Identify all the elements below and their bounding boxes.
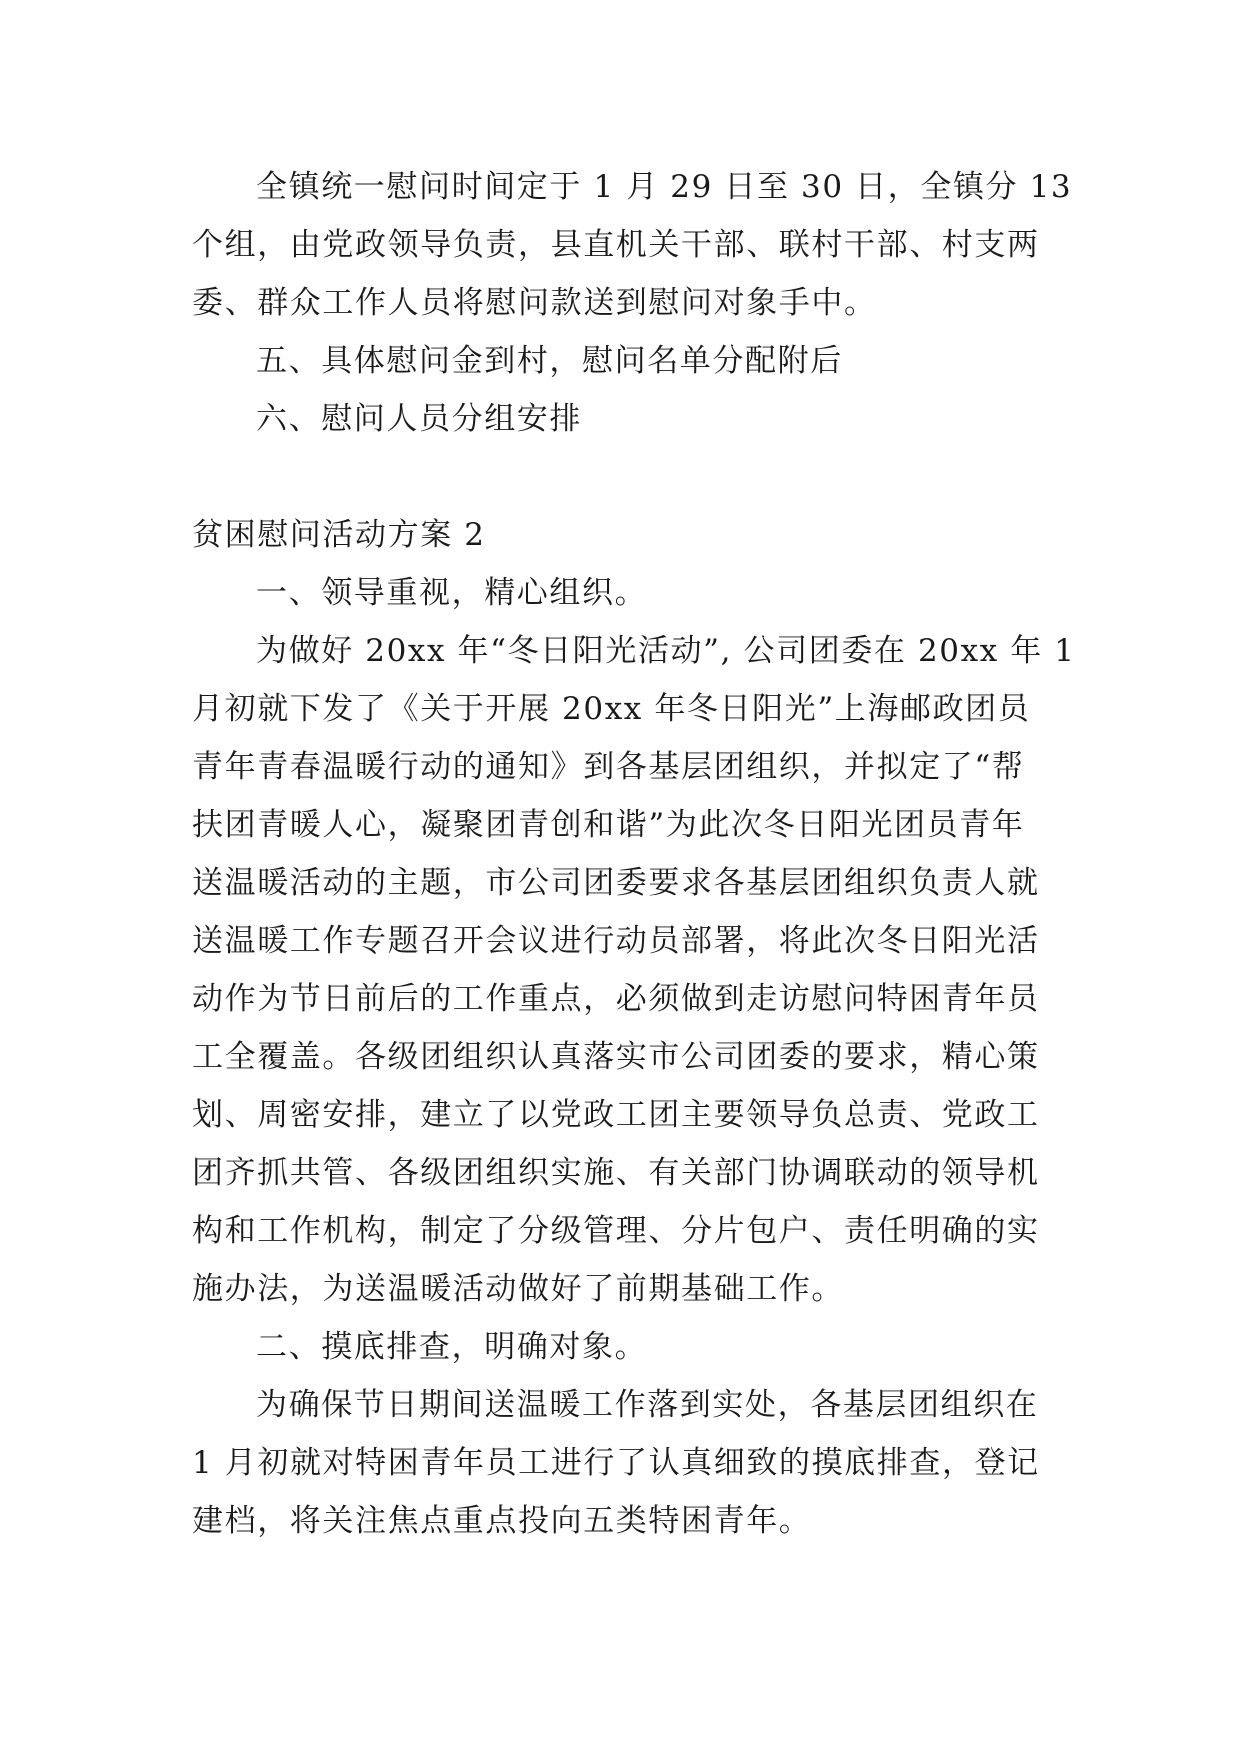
text-line: 工全覆盖。各级团组织认真落实市公司团委的要求，精心策 xyxy=(192,1039,1040,1075)
text-line: 扶团青暖人心，凝聚团青创和谐”为此次冬日阳光团员青年 xyxy=(192,807,1025,843)
subheading-1: 一、领导重视，精心组织。 xyxy=(256,575,648,611)
section-title: 贫困慰问活动方案 2 xyxy=(192,517,486,553)
text-line: 为确保节日期间送温暖工作落到实处，各基层团组织在 xyxy=(256,1387,1039,1423)
text-line: 为做好 20xx 年“冬日阳光活动”, 公司团委在 20xx 年 1 xyxy=(256,633,1076,669)
list-item-6: 六、慰问人员分组安排 xyxy=(256,401,582,437)
text-line: 动作为节日前后的工作重点，必须做到走访慰问特困青年员 xyxy=(192,981,1040,1017)
text-line: 施办法，为送温暖活动做好了前期基础工作。 xyxy=(192,1271,844,1307)
spacer xyxy=(192,448,1050,506)
text-line: 青年青春温暖行动的通知》到各基层团组织，并拟定了“帮 xyxy=(192,749,1025,785)
paragraph-investigation xyxy=(192,1376,1050,1550)
text-line: 月初就下发了《关于开展 20xx 年冬日阳光”上海邮政团员 xyxy=(192,691,1031,727)
paragraph-condolence-schedule xyxy=(192,158,1073,332)
subheading-2: 二、摸底排查，明确对象。 xyxy=(256,1329,648,1365)
text-line: 个组，由党政领导负责，县直机关干部、联村干部、村支两 xyxy=(192,227,1040,263)
text-line: 送温暖活动的主题，市公司团委要求各基层团组织负责人就 xyxy=(192,865,1040,901)
text-line: 1 月初就对特困青年员工进行了认真细致的摸底排查，登记 xyxy=(192,1445,1040,1481)
paragraph-leadership xyxy=(192,622,1076,1318)
text-line: 划、周密安排，建立了以党政工团主要领导负总责、党政工 xyxy=(192,1097,1040,1133)
list-item-5: 五、具体慰问金到村，慰问名单分配附后 xyxy=(256,343,843,379)
text-line: 建档，将关注焦点重点投向五类特困青年。 xyxy=(192,1503,812,1539)
text-line: 送温暖工作专题召开会议进行动员部署，将此次冬日阳光活 xyxy=(192,923,1040,959)
text-line: 全镇统一慰问时间定于 1 月 29 日至 30 日，全镇分 13 xyxy=(256,169,1073,205)
text-line: 团齐抓共管、各级团组织实施、有关部门协调联动的领导机 xyxy=(192,1155,1040,1191)
document-body xyxy=(192,158,1076,1550)
text-line: 构和工作机构，制定了分级管理、分片包户、责任明确的实 xyxy=(192,1213,1040,1249)
text-line: 委、群众工作人员将慰问款送到慰问对象手中。 xyxy=(192,285,877,321)
